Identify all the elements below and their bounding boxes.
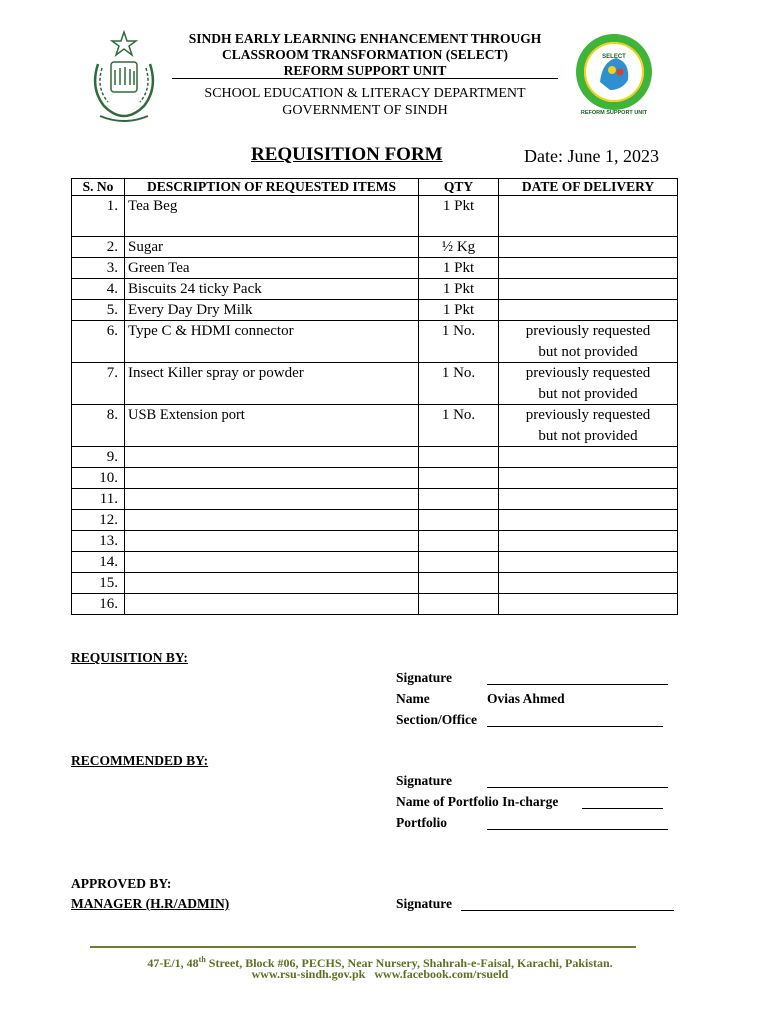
table-row <box>72 300 678 321</box>
row-sno: 8. <box>72 405 125 447</box>
table-row <box>72 258 678 279</box>
header-divider <box>172 78 558 79</box>
requisition-by-heading: REQUISITION BY: <box>71 650 188 665</box>
row-description: Insect Killer spray or powder <box>125 363 419 405</box>
row-delivery-date <box>499 321 678 363</box>
row-description[interactable] <box>125 573 419 594</box>
footer-divider <box>90 946 636 948</box>
rsu-logo-text: SELECT <box>602 54 626 60</box>
table-row <box>72 405 678 447</box>
row-qty[interactable] <box>419 510 499 531</box>
row-delivery-date[interactable] <box>499 573 678 594</box>
delivery-note-line-1: previously requested <box>525 407 651 423</box>
row-qty[interactable] <box>419 552 499 573</box>
delivery-note-line-2: but not provided <box>538 385 638 402</box>
row-qty[interactable] <box>419 594 499 615</box>
row-description[interactable] <box>125 531 419 552</box>
footer-links <box>80 967 680 982</box>
website-link[interactable]: www.rsu-sindh.gov.pk <box>251 967 366 981</box>
column-header-description: DESCRIPTION OF REQUESTED ITEMS <box>125 179 419 196</box>
row-delivery-date <box>499 196 678 237</box>
row-qty: 1 Pkt <box>419 279 499 300</box>
row-sno: 15. <box>72 573 125 594</box>
org-title-line-1: SINDH EARLY LEARNING ENHANCEMENT THROUGH <box>188 31 542 46</box>
footer-address-part-2: Street, Block #06, PECHS, Near Nursery, Shahrah-e-Faisal, Karachi, Pakistan. <box>205 956 613 970</box>
row-description[interactable] <box>125 468 419 489</box>
requisition-signature-label: Signature <box>396 670 453 685</box>
rsu-logo <box>572 32 656 116</box>
row-description: Biscuits 24 ticky Pack <box>125 279 419 300</box>
requisition-name-value: Ovias Ahmed <box>487 691 565 706</box>
row-sno: 5. <box>72 300 125 321</box>
row-description: Green Tea <box>125 258 419 279</box>
row-qty: 1 Pkt <box>419 300 499 321</box>
table-row <box>72 531 678 552</box>
column-header-sno: S. No <box>72 179 125 196</box>
portfolio-incharge-label: Name of Portfolio In-charge <box>396 794 559 809</box>
approver-title: MANAGER (H.R/ADMIN) <box>71 896 230 911</box>
footer-address-part-1: 47-E/1, 48 <box>147 956 199 970</box>
row-qty: 1 No. <box>419 321 499 363</box>
row-sno: 13. <box>72 531 125 552</box>
row-qty[interactable] <box>419 531 499 552</box>
delivery-note-line-1: previously requested <box>525 365 651 381</box>
requisition-signature-line[interactable] <box>487 684 668 685</box>
row-delivery-date[interactable] <box>499 468 678 489</box>
table-row <box>72 510 678 531</box>
recommended-signature-line[interactable] <box>487 787 668 788</box>
row-description[interactable] <box>125 552 419 573</box>
row-description: Tea Beg <box>125 196 419 237</box>
row-description[interactable] <box>125 489 419 510</box>
recommended-by-heading: RECOMMENDED BY: <box>71 753 209 768</box>
row-qty[interactable] <box>419 489 499 510</box>
row-sno: 14. <box>72 552 125 573</box>
row-qty: 1 Pkt <box>419 196 499 237</box>
delivery-note-line-1: previously requested <box>525 323 651 339</box>
row-qty: 1 No. <box>419 405 499 447</box>
row-description: Every Day Dry Milk <box>125 300 419 321</box>
row-description: Type C & HDMI connector <box>125 321 419 363</box>
requisition-items-table <box>71 178 678 615</box>
table-row <box>72 573 678 594</box>
row-delivery-date[interactable] <box>499 552 678 573</box>
row-description: USB Extension port <box>125 405 419 447</box>
row-qty: 1 No. <box>419 363 499 405</box>
table-row <box>72 237 678 258</box>
table-row <box>72 489 678 510</box>
form-date: Date: June 1, 2023 <box>524 146 659 166</box>
portfolio-label: Portfolio <box>396 815 447 830</box>
approved-signature-label: Signature <box>396 896 453 911</box>
table-header-row <box>72 179 678 196</box>
delivery-note-line-2: but not provided <box>538 427 638 444</box>
row-sno: 2. <box>72 237 125 258</box>
table-row <box>72 321 678 363</box>
row-qty: ½ Kg <box>419 237 499 258</box>
footer-address-sup: th <box>198 955 206 964</box>
table-row <box>72 468 678 489</box>
row-delivery-date <box>499 258 678 279</box>
row-delivery-date[interactable] <box>499 531 678 552</box>
row-sno: 10. <box>72 468 125 489</box>
requisition-name-label: Name <box>396 691 430 706</box>
row-delivery-date <box>499 300 678 321</box>
row-description[interactable] <box>125 510 419 531</box>
approved-signature-line[interactable] <box>461 910 674 911</box>
org-title-line-3: REFORM SUPPORT UNIT <box>283 63 447 78</box>
row-delivery-date <box>499 363 678 405</box>
requisition-section-label: Section/Office <box>396 712 477 727</box>
table-row <box>72 279 678 300</box>
row-delivery-date <box>499 405 678 447</box>
row-sno: 1. <box>72 196 125 237</box>
row-delivery-date <box>499 279 678 300</box>
table-row <box>72 363 678 405</box>
org-title-line-2: CLASSROOM TRANSFORMATION (SELECT) <box>221 47 509 62</box>
row-delivery-date[interactable] <box>499 447 678 468</box>
row-description[interactable] <box>125 447 419 468</box>
row-sno: 12. <box>72 510 125 531</box>
row-delivery-date <box>499 237 678 258</box>
row-sno: 4. <box>72 279 125 300</box>
row-sno: 3. <box>72 258 125 279</box>
facebook-link[interactable]: www.facebook.com/rsueld <box>374 967 509 981</box>
approved-by-heading: APPROVED BY: <box>71 876 172 891</box>
department-name: SCHOOL EDUCATION & LITERACY DEPARTMENT <box>204 86 526 101</box>
row-description: Sugar <box>125 237 419 258</box>
row-qty[interactable] <box>419 573 499 594</box>
row-delivery-date[interactable] <box>499 510 678 531</box>
row-qty: 1 Pkt <box>419 258 499 279</box>
row-sno: 9. <box>72 447 125 468</box>
row-delivery-date[interactable] <box>499 594 678 615</box>
column-header-qty: QTY <box>419 179 499 196</box>
portfolio-incharge-line[interactable] <box>582 808 663 809</box>
column-header-delivery-date: DATE OF DELIVERY <box>499 179 678 196</box>
government-name: GOVERNMENT OF SINDH <box>282 103 448 118</box>
row-sno: 11. <box>72 489 125 510</box>
portfolio-line[interactable] <box>487 829 668 830</box>
table-row <box>72 447 678 468</box>
delivery-note-line-2: but not provided <box>538 343 638 360</box>
row-sno: 7. <box>72 363 125 405</box>
form-title: REQUISITION FORM <box>251 144 443 165</box>
table-row <box>72 594 678 615</box>
row-delivery-date[interactable] <box>499 489 678 510</box>
rsu-logo-caption: REFORM SUPPORT UNIT <box>580 110 648 116</box>
row-sno: 6. <box>72 321 125 363</box>
row-sno: 16. <box>72 594 125 615</box>
row-qty[interactable] <box>419 468 499 489</box>
requisition-section-line[interactable] <box>487 726 663 727</box>
recommended-signature-label: Signature <box>396 773 453 788</box>
row-qty[interactable] <box>419 447 499 468</box>
table-row <box>72 196 678 237</box>
row-description[interactable] <box>125 594 419 615</box>
table-row <box>72 552 678 573</box>
